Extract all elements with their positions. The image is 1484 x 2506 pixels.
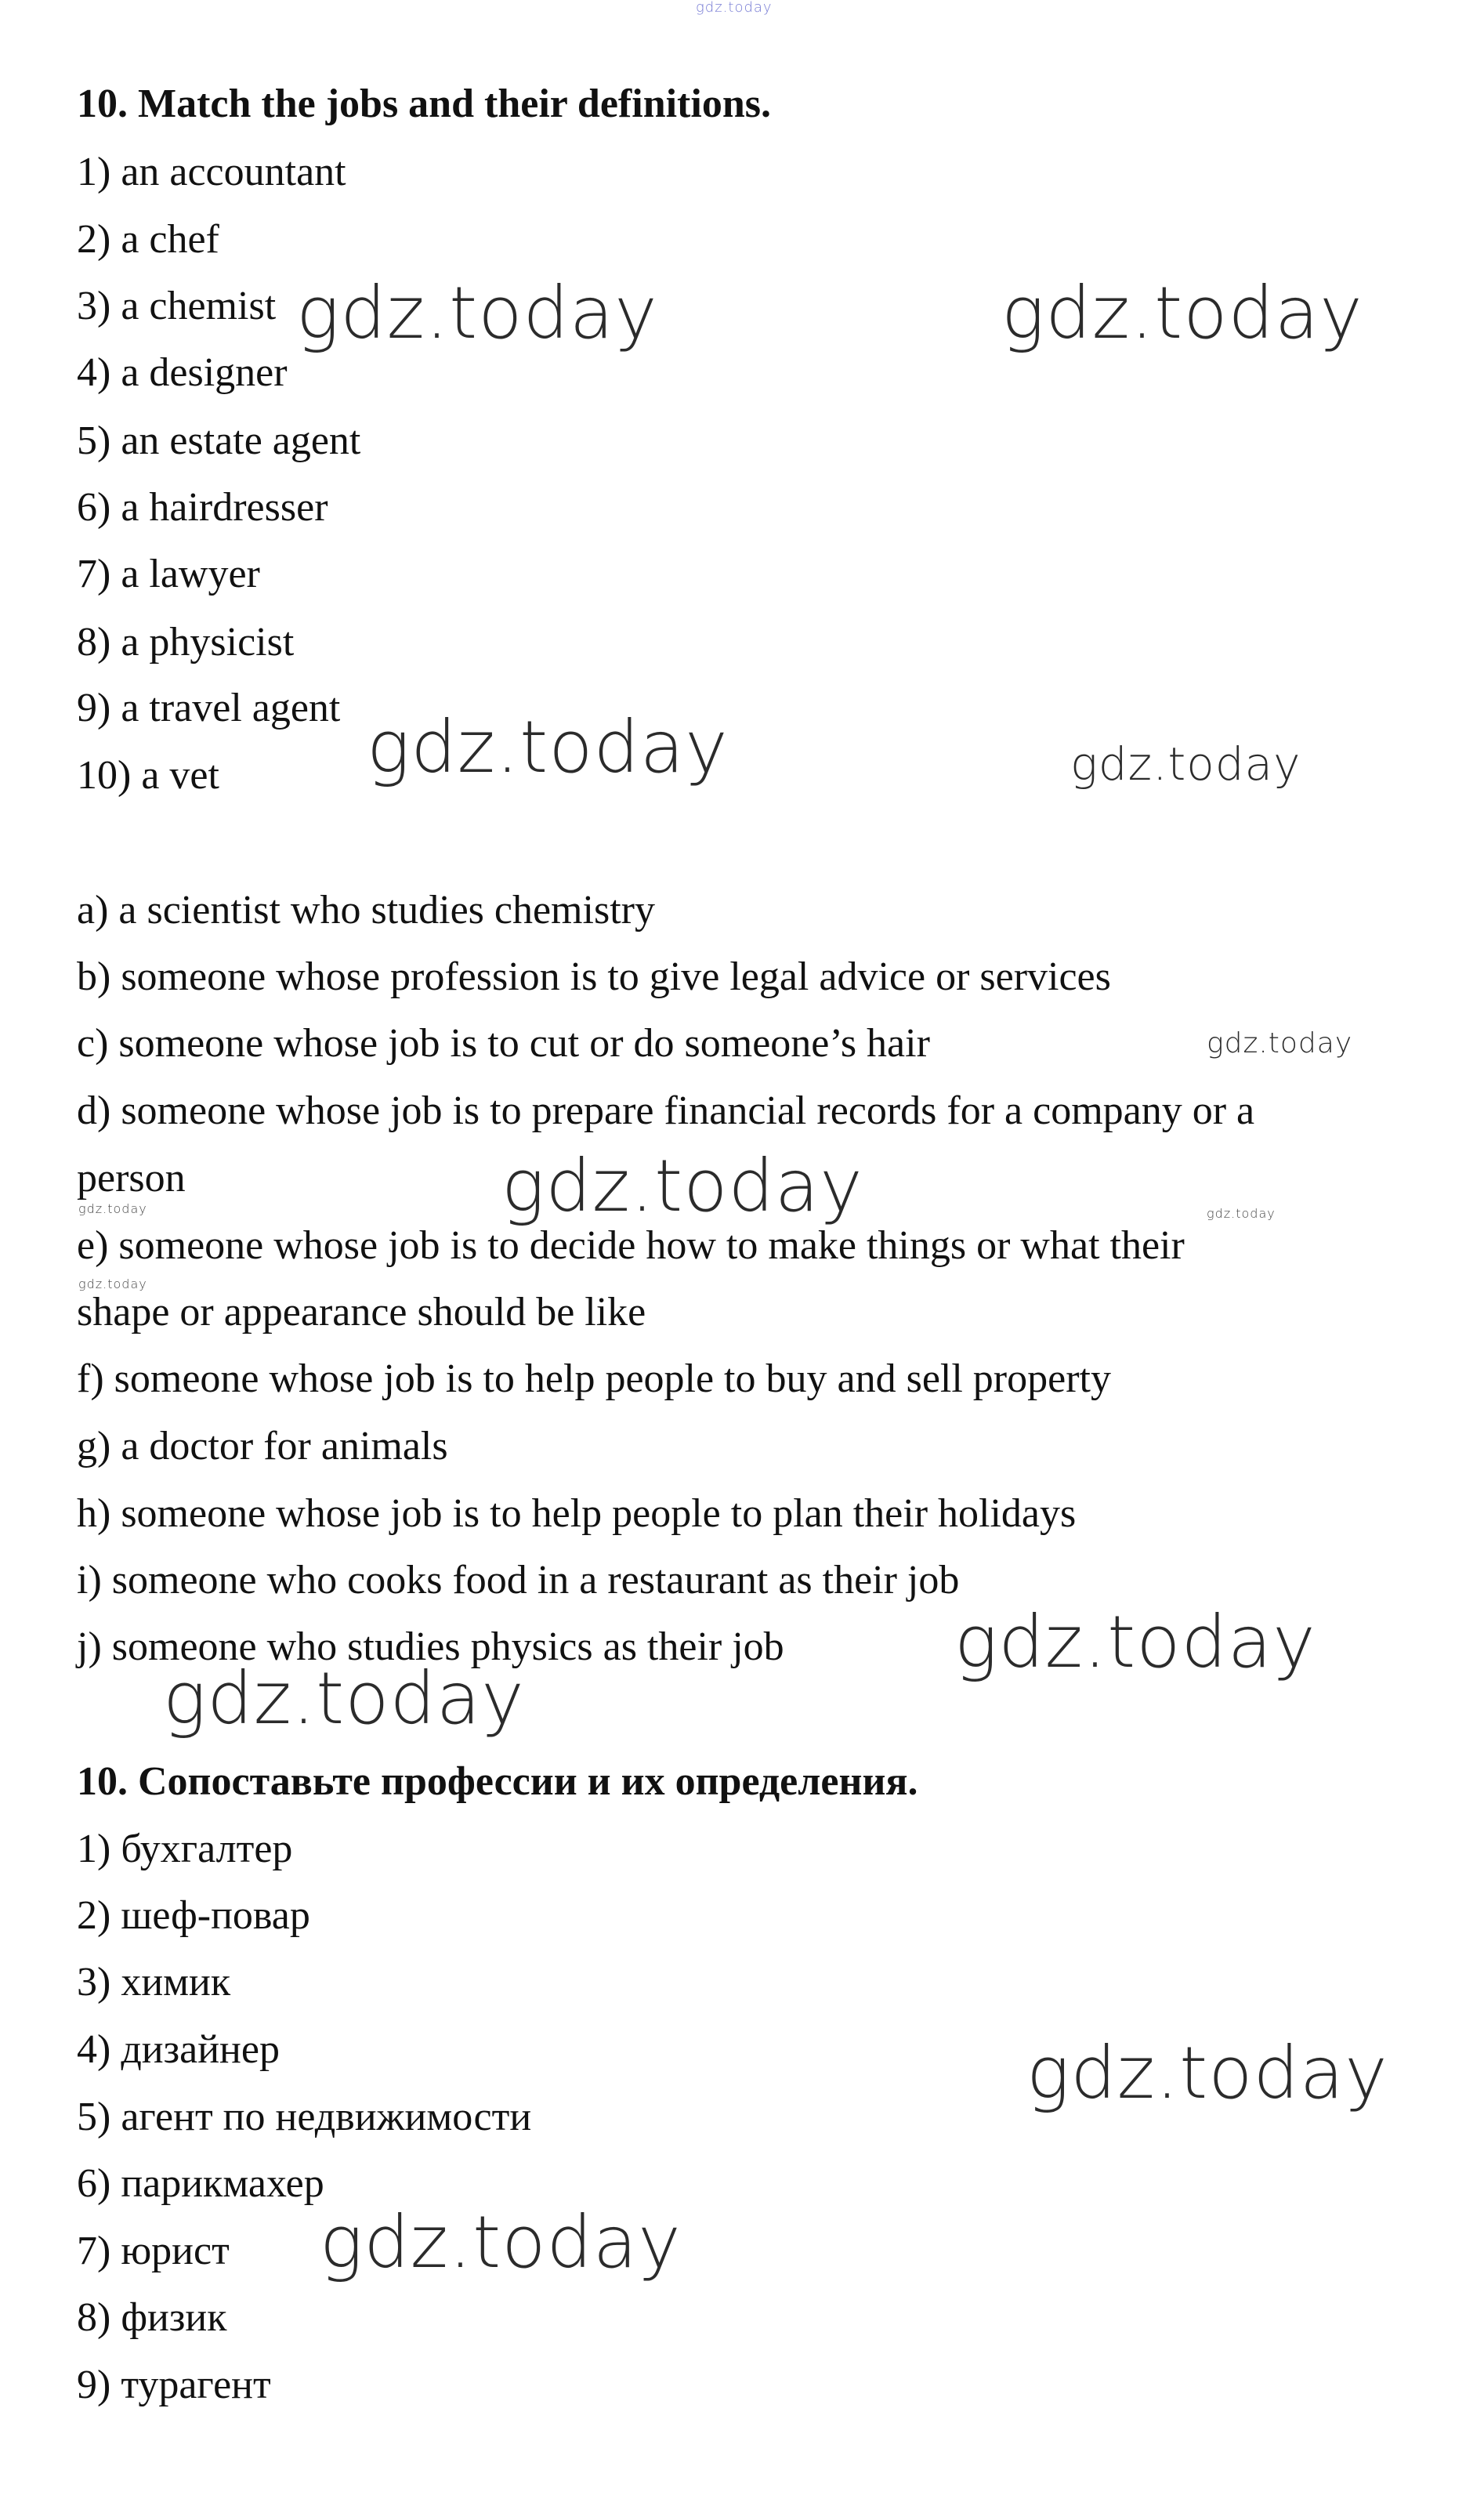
job-item-ru: 8) физик bbox=[77, 2295, 227, 2340]
job-item-ru: 5) агент по недвижимости bbox=[77, 2095, 532, 2139]
watermark: gdz.today bbox=[1207, 1027, 1353, 1059]
job-item: 10) a vet bbox=[77, 753, 219, 798]
definition-item: c) someone whose job is to cut or do someone’s hair bbox=[77, 1021, 930, 1066]
job-item: 8) a physicist bbox=[77, 620, 295, 665]
exercise-heading-en: 10. Match the jobs and their definitions. bbox=[77, 81, 771, 126]
watermark: gdz.today bbox=[78, 1201, 147, 1216]
definition-item: d) someone whose job is to prepare financial records for a company or a bbox=[77, 1088, 1255, 1133]
definition-item: i) someone who cooks food in a restaurant as their job bbox=[77, 1558, 960, 1602]
definition-item: g) a doctor for animals bbox=[77, 1424, 448, 1468]
job-item: 3) a chemist bbox=[77, 284, 277, 328]
job-item: 5) an estate agent bbox=[77, 418, 361, 463]
definition-item: f) someone whose job is to help people to buy and sell property bbox=[77, 1356, 1111, 1401]
definition-item: j) someone who studies physics as their job bbox=[77, 1624, 784, 1669]
job-item-ru: 1) бухгалтер bbox=[77, 1827, 293, 1871]
watermark: gdz.today bbox=[1207, 1206, 1276, 1221]
job-item: 4) a designer bbox=[77, 350, 288, 395]
definition-item: person bbox=[77, 1156, 186, 1200]
watermark: gdz.today bbox=[501, 1144, 863, 1228]
watermark-top: gdz.today bbox=[696, 0, 773, 16]
job-item-ru: 6) парикмахер bbox=[77, 2161, 324, 2206]
job-item-ru: 9) турагент bbox=[77, 2363, 271, 2407]
job-item-ru: 7) юрист bbox=[77, 2229, 230, 2273]
definition-item: b) someone whose profession is to give legal advice or services bbox=[77, 954, 1111, 999]
job-item-ru: 4) дизайнер bbox=[77, 2027, 280, 2072]
watermark: gdz.today bbox=[320, 2200, 682, 2284]
job-item-ru: 2) шеф-повар bbox=[77, 1893, 310, 1938]
watermark: gdz.today bbox=[1070, 737, 1301, 791]
watermark: gdz.today bbox=[296, 271, 658, 355]
job-item: 9) a travel agent bbox=[77, 686, 341, 730]
watermark: gdz.today bbox=[954, 1600, 1316, 1684]
watermark: gdz.today bbox=[163, 1657, 525, 1740]
watermark: gdz.today bbox=[1001, 271, 1363, 355]
definition-item: e) someone whose job is to decide how to make things or what their bbox=[77, 1223, 1185, 1268]
job-item-ru: 3) химик bbox=[77, 1960, 231, 2004]
job-item: 7) a lawyer bbox=[77, 552, 260, 596]
definition-item: shape or appearance should be like bbox=[77, 1290, 646, 1334]
job-item: 1) an accountant bbox=[77, 150, 346, 194]
watermark: gdz.today bbox=[78, 1277, 147, 1291]
job-item: 6) a hairdresser bbox=[77, 485, 328, 530]
definition-item: h) someone whose job is to help people to plan their holidays bbox=[77, 1491, 1077, 1536]
watermark: gdz.today bbox=[1026, 2031, 1388, 2115]
definition-item: a) a scientist who studies chemistry bbox=[77, 888, 655, 933]
watermark: gdz.today bbox=[367, 705, 729, 789]
exercise-heading-ru: 10. Сопоставьте профессии и их определения. bbox=[77, 1759, 918, 1804]
job-item: 2) a chef bbox=[77, 217, 219, 262]
